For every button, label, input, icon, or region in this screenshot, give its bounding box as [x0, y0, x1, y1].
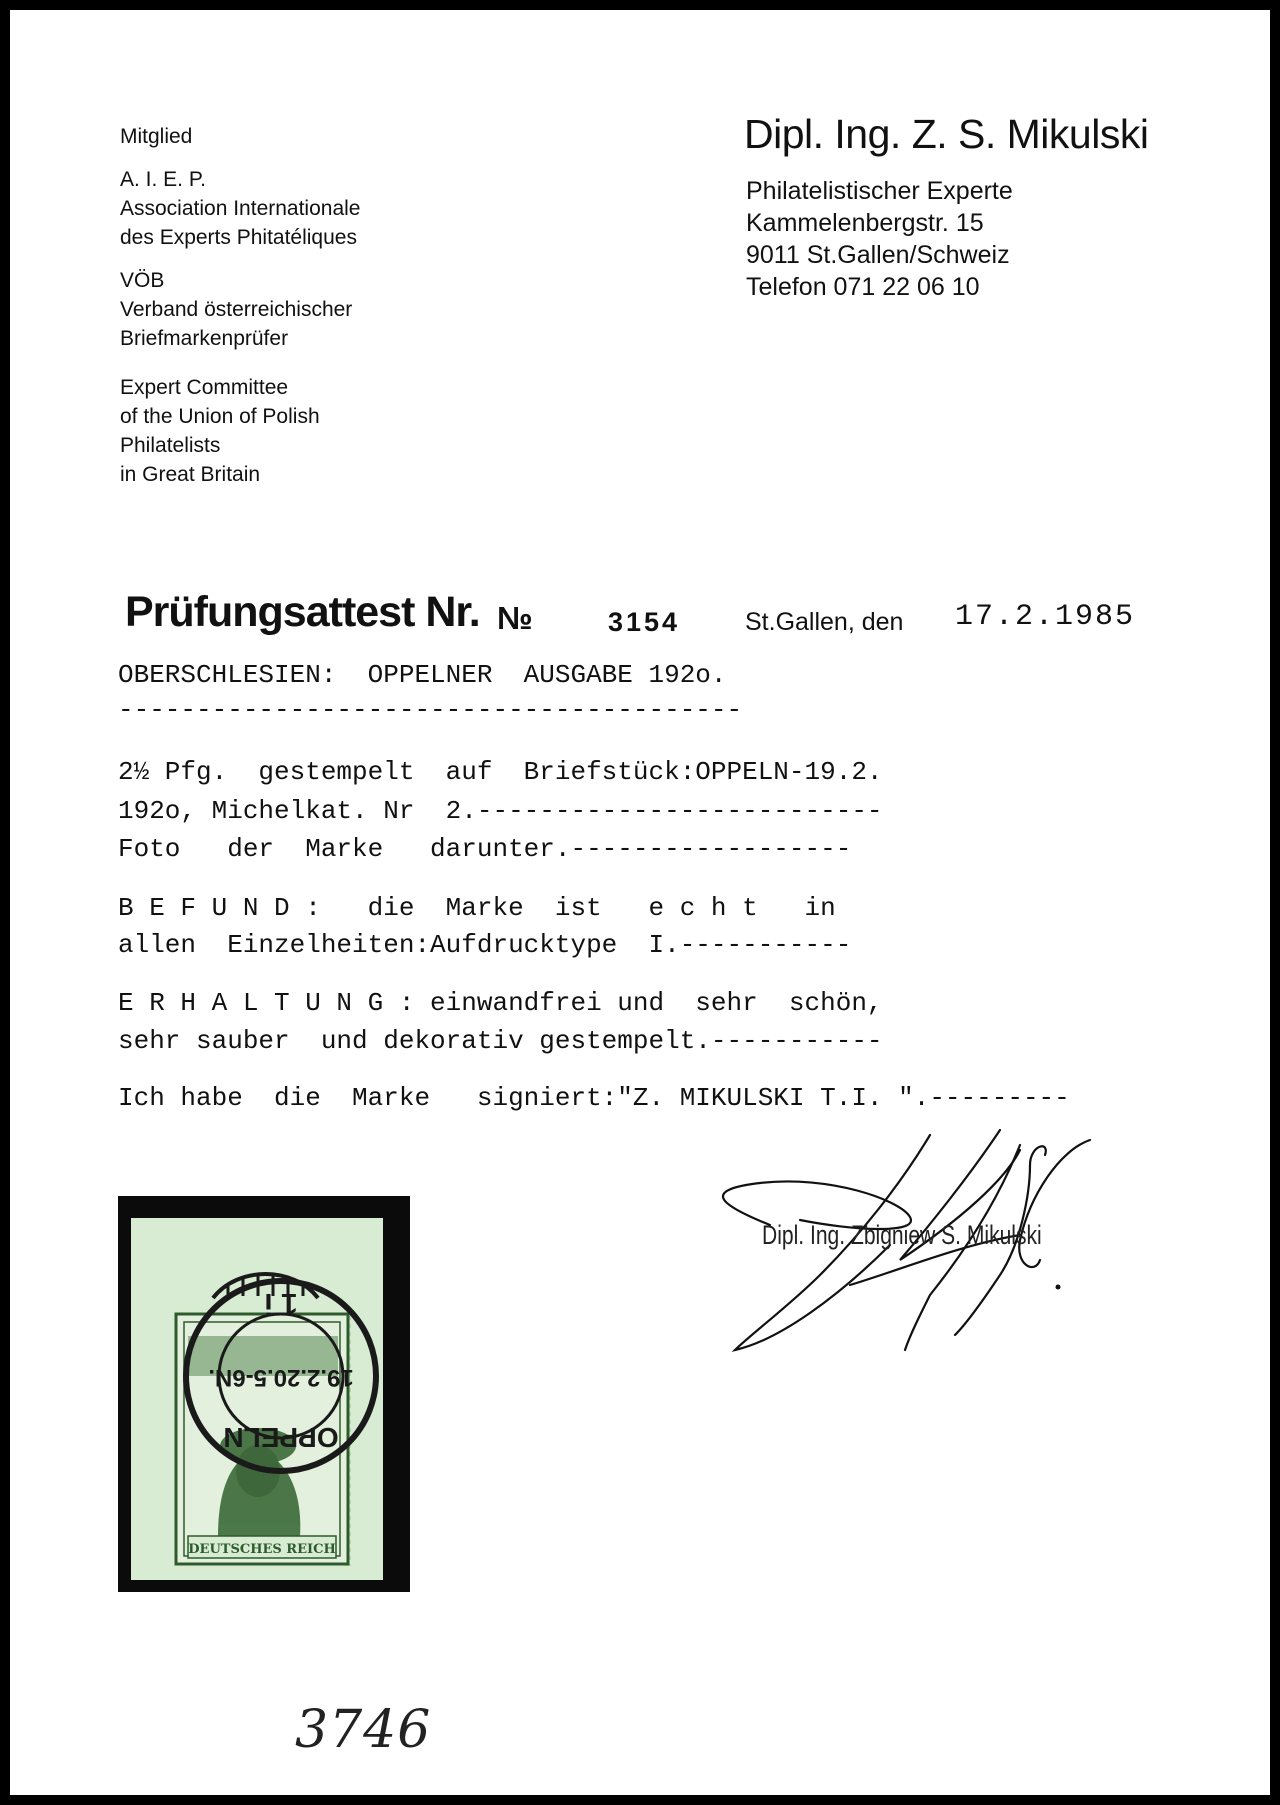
union-line-2: of the Union of Polish	[120, 405, 320, 428]
expert-street: Kammelenbergstr. 15	[746, 209, 984, 237]
signature-name-stamp: Dipl. Ing. Zbigniew S. Mikulski	[762, 1220, 1042, 1250]
aiep-line-2: des Experts Phitatéliques	[120, 226, 357, 249]
text-line-3: 2½ Pfg. gestempelt auf Briefstück:OPPELN-19.2.	[118, 757, 883, 787]
text-line-2: ----------------------------------------	[118, 695, 743, 725]
postmark-code: 1 i	[264, 1287, 298, 1320]
vob-line-1: Verband österreichischer	[120, 298, 353, 321]
vob-abbrev: VÖB	[120, 269, 165, 292]
postmark-date: 19.2.20.5-6N.	[208, 1364, 354, 1391]
certificate-title: Prüfungsattest Nr.	[125, 588, 480, 636]
stamp-image	[118, 1196, 410, 1592]
vob-block	[120, 266, 540, 353]
expert-name: Dipl. Ing. Z. S. Mikulski	[744, 111, 1149, 157]
certificate-date: 17.2.1985	[955, 600, 1136, 634]
signature-dot	[1056, 1285, 1061, 1290]
membership-label: Mitglied	[120, 125, 193, 148]
text-line-10: Ich habe die Marke signiert:"Z. MIKULSKI T.I. ".---------	[118, 1083, 1070, 1113]
text-line-6: B E F U N D : die Marke ist e c h t in	[118, 893, 836, 923]
text-line-4: 192o, Michelkat. Nr 2.--------------------------	[118, 796, 883, 826]
handwritten-number: 3746	[295, 1700, 432, 1760]
expert-title: Philatelistischer Experte	[746, 177, 1013, 205]
aiep-abbrev: A. I. E. P.	[120, 168, 206, 191]
stamp-inscription: DEUTSCHES REICH	[188, 1542, 336, 1557]
text-line-1: OBERSCHLESIEN: OPPELNER AUSGABE 192o.	[118, 660, 727, 690]
certificate-place: St.Gallen, den	[745, 608, 904, 636]
union-block	[120, 373, 540, 489]
text-line-7: allen Einzelheiten:Aufdrucktype I.-----------	[118, 930, 852, 960]
aiep-block	[120, 165, 540, 252]
vob-line-2: Briefmarkenprüfer	[120, 327, 289, 350]
text-line-8: E R H A L T U N G : einwandfrei und sehr schön,	[118, 988, 883, 1018]
union-line-4: in Great Britain	[120, 463, 261, 486]
union-line-1: Expert Committee	[120, 376, 289, 399]
aiep-line-1: Association Internationale	[120, 197, 361, 220]
certificate-number: 3154	[608, 607, 681, 637]
number-sign: №	[497, 600, 533, 636]
postmark-town: OPPELN	[223, 1422, 339, 1453]
union-line-3: Philatelists	[120, 434, 221, 457]
text-line-9: sehr sauber und dekorativ gestempelt.-----------	[118, 1026, 883, 1056]
text-line-5: Foto der Marke darunter.------------------	[118, 834, 852, 864]
certificate-page	[10, 10, 1270, 1795]
expert-city: 9011 St.Gallen/Schweiz	[746, 241, 1010, 269]
stamp-photo	[118, 1196, 410, 1592]
expert-phone: Telefon 071 22 06 10	[746, 273, 980, 301]
